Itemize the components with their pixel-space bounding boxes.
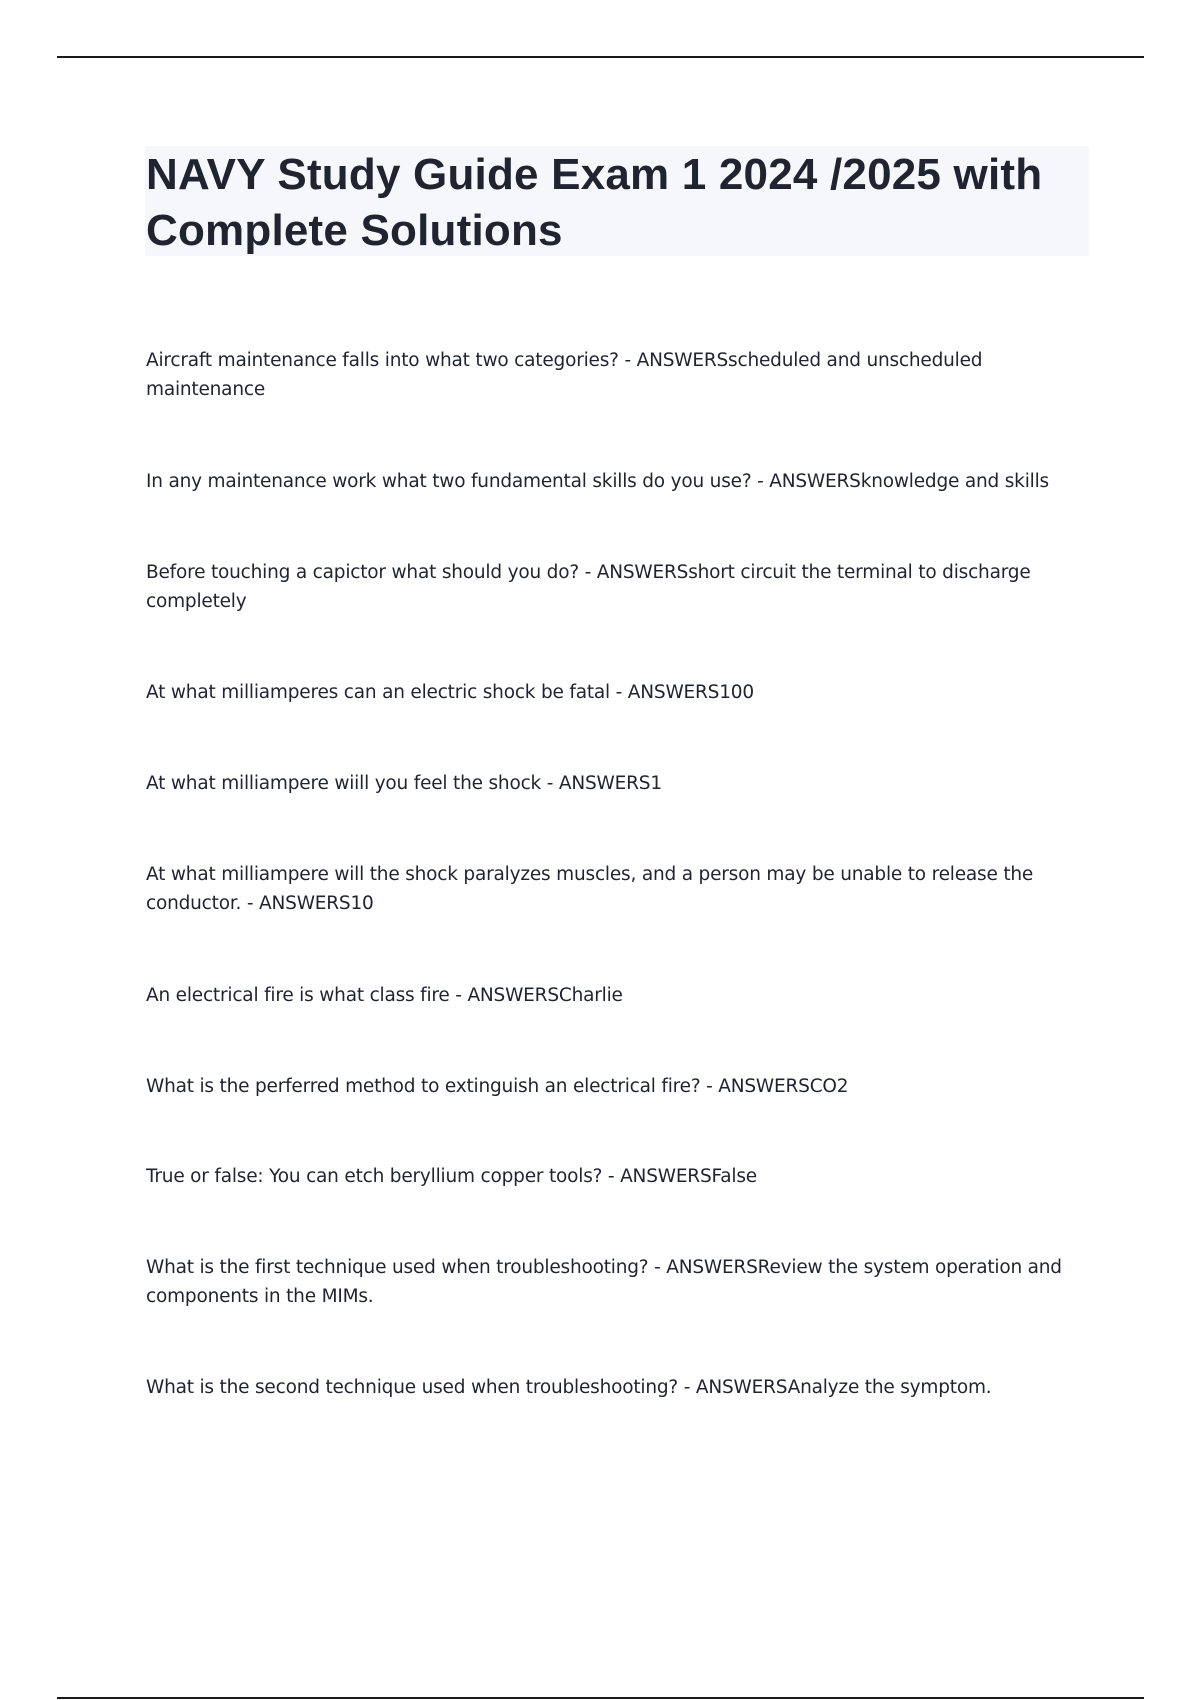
bottom-rule bbox=[57, 1697, 1144, 1699]
qa-item-3: Before touching a capictor what should you do? - ANSWERSshort circuit the terminal to discharge completely bbox=[146, 562, 1031, 612]
qa-item-10: What is the first technique used when troubleshooting? - ANSWERSReview the system operation and components in the MIMs. bbox=[146, 1257, 1062, 1307]
qa-item-6: At what milliampere will the shock paralyzes muscles, and a person may be unable to release the conductor. - ANSWERS10 bbox=[146, 864, 1034, 914]
qa-item-2: In any maintenance work what two fundamental skills do you use? - ANSWERSknowledge and skills bbox=[146, 471, 1049, 492]
qa-item-5: At what milliampere wiill you feel the shock - ANSWERS1 bbox=[146, 773, 662, 794]
qa-item-11: What is the second technique used when troubleshooting? - ANSWERSAnalyze the symptom. bbox=[146, 1377, 992, 1398]
qa-item-8: What is the perferred method to extinguish an electrical fire? - ANSWERSCO2 bbox=[146, 1076, 849, 1097]
document-title: NAVY Study Guide Exam 1 2024 /2025 with Complete Solutions bbox=[146, 150, 1043, 255]
qa-item-9: True or false: You can etch beryllium copper tools? - ANSWERSFalse bbox=[146, 1166, 757, 1187]
qa-item-4: At what milliamperes can an electric shock be fatal - ANSWERS100 bbox=[146, 682, 754, 703]
qa-item-7: An electrical fire is what class fire - ANSWERSCharlie bbox=[146, 985, 623, 1006]
top-rule bbox=[57, 56, 1144, 58]
qa-item-1: Aircraft maintenance falls into what two categories? - ANSWERSscheduled and unscheduled maintenance bbox=[146, 350, 983, 400]
